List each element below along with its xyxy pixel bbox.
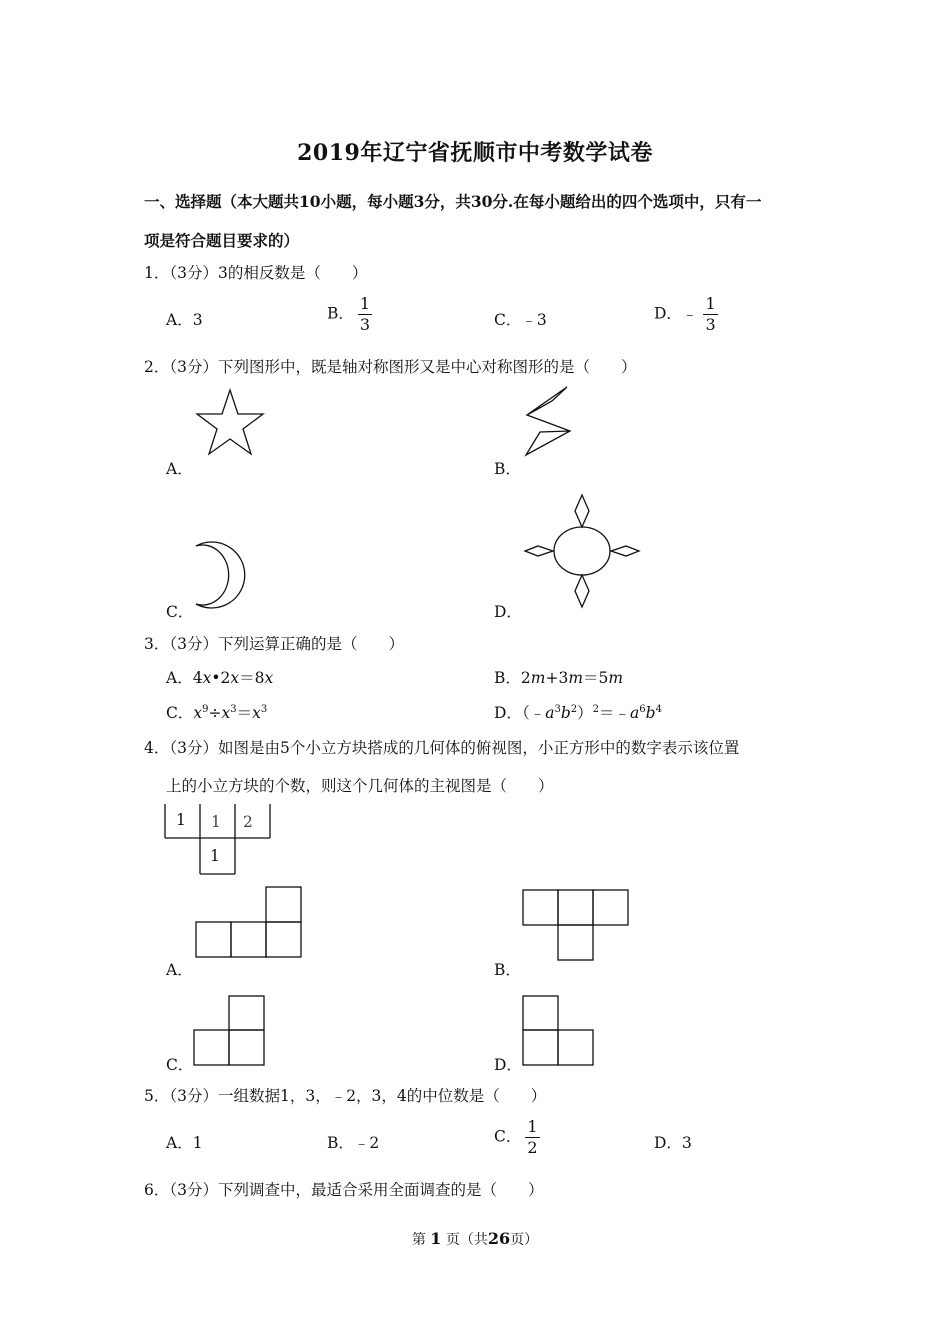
q3-b-part2: +3	[545, 669, 569, 687]
star-shape	[197, 390, 263, 454]
q5-option-c	[494, 1119, 540, 1156]
q5-option-b-value: ﹣2	[353, 1134, 380, 1152]
bottom-diamond	[575, 575, 589, 607]
q3-option-a-label: A．	[166, 669, 193, 687]
q1-option-b-denominator: 3	[359, 315, 371, 334]
q2-option-d-label: D．	[494, 603, 522, 621]
section-heading-line2: 项是符合题目要求的）	[144, 231, 300, 250]
q5-option-c-label: C．	[494, 1127, 522, 1146]
q4-grid-cell-4: 1	[210, 847, 220, 865]
q5-option-a	[166, 1131, 203, 1153]
q4-grid-cell-1: 1	[176, 811, 186, 829]
q3-a-var2: x	[230, 669, 240, 687]
q1-option-d-fraction	[703, 296, 717, 333]
q1-option-b-fraction	[358, 296, 372, 333]
q3-c-var2: x	[221, 704, 231, 722]
q1-option-b-label: B．	[327, 304, 354, 323]
q3-option-d-label: D．	[494, 704, 522, 722]
q2-ellipse-diamonds-figure	[522, 492, 642, 610]
q3-d-part1: （﹣	[521, 704, 546, 722]
q1-option-b	[327, 296, 372, 333]
q3-d-var-b1: b	[560, 704, 571, 722]
q2-crescent-figure	[190, 538, 260, 612]
q3-d-var-b2: b	[645, 704, 656, 722]
q1-option-b-numerator: 1	[359, 294, 371, 313]
q3-d-exp2: 2	[570, 703, 578, 715]
q3-c-var1: x	[193, 704, 203, 722]
q4-option-c-figure	[193, 995, 265, 1067]
q2-option-a-label: A．	[166, 460, 193, 478]
q5-option-c-numerator: 1	[527, 1117, 538, 1136]
q4-stem-line2: 上的小立方块的个数，则这个几何体的主视图是（ ）	[166, 777, 554, 795]
q3-c-part2: ＝	[236, 704, 253, 722]
q1-option-c-label: C．	[494, 311, 522, 329]
q3-option-d	[494, 701, 662, 723]
q3-c-exp2: 3	[230, 703, 237, 715]
q5-option-d-label: D．	[654, 1134, 682, 1152]
q1-option-c-value: ﹣3	[521, 311, 547, 329]
zigzag-shape	[526, 387, 570, 455]
q3-d-var-a2: a	[630, 704, 640, 722]
left-diamond	[525, 546, 553, 556]
q1-option-d-denominator: 3	[705, 315, 716, 334]
q5-option-d-value: 3	[681, 1134, 692, 1152]
q5-stem: 5．（3分）一组数据1，3，﹣2，3，4的中位数是（ ）	[144, 1087, 547, 1105]
q1-option-a-value: 3	[192, 311, 203, 329]
q1-stem: 1．（3分）3的相反数是（ ）	[144, 264, 368, 282]
q1-option-c	[494, 308, 547, 330]
q3-b-var1: m	[530, 669, 546, 687]
footer-prefix: 第	[411, 1232, 426, 1248]
q4-stem-line1: 4．（3分）如图是由5个小立方块搭成的几何体的俯视图，小正方形中的数字表示该位置	[144, 739, 740, 757]
q5-option-b-label: B．	[327, 1134, 354, 1152]
q3-b-part3: ＝5	[583, 669, 609, 687]
center-ellipse	[554, 527, 610, 575]
q3-c-exp3: 3	[260, 703, 268, 715]
q1-option-d-numerator: 1	[705, 294, 716, 313]
crescent-shape	[196, 542, 245, 608]
q3-c-exp1: 9	[202, 703, 209, 715]
q3-d-part3: ＝﹣	[599, 704, 631, 722]
q4-option-d-figure	[522, 995, 596, 1067]
q4-option-a-label: A．	[166, 961, 193, 979]
q3-option-b-label: B．	[494, 669, 521, 687]
q3-d-exp4: 6	[639, 703, 646, 715]
q3-d-exp5: 4	[655, 703, 662, 715]
q3-option-b	[494, 666, 623, 688]
q3-d-exp1: 3	[554, 703, 561, 715]
footer-middle: 页（共	[445, 1232, 488, 1248]
q3-a-var1: x	[202, 669, 212, 687]
q5-option-b	[327, 1131, 379, 1153]
q3-option-a	[166, 666, 273, 688]
q1-option-d-label: D．	[654, 304, 682, 323]
q2-zigzag-figure	[520, 385, 576, 457]
q3-a-part3: ＝8	[239, 669, 265, 687]
q3-c-var3: x	[252, 704, 261, 722]
q4-option-b-figure	[522, 889, 632, 963]
q4-option-b-label: B．	[494, 961, 521, 979]
q3-d-exp3: 2	[592, 703, 600, 715]
q3-d-var-a1: a	[545, 704, 555, 722]
top-diamond	[575, 495, 589, 527]
footer-suffix: 页）	[510, 1232, 539, 1248]
footer-total-pages: 26	[487, 1229, 511, 1248]
q3-d-part2: ）	[577, 704, 593, 722]
page-footer	[0, 1229, 950, 1249]
footer-page-number: 1	[430, 1229, 442, 1248]
q3-option-c	[166, 701, 267, 723]
q2-stem: 2．（3分）下列图形中，既是轴对称图形又是中心对称图形的是（ ）	[144, 358, 637, 376]
q3-c-part1: ÷	[208, 704, 222, 722]
q3-b-var3: m	[608, 669, 624, 687]
q1-option-d	[654, 296, 718, 333]
q3-a-var3: x	[264, 669, 274, 687]
q5-option-a-value: 1	[192, 1134, 203, 1152]
q6-stem: 6．（3分）下列调查中，最适合采用全面调查的是（ ）	[144, 1181, 544, 1199]
q1-option-a	[166, 308, 203, 330]
q4-grid-cell-2: 1	[211, 813, 221, 831]
q3-stem: 3．（3分）下列运算正确的是（ ）	[144, 635, 404, 653]
q1-option-a-label: A．	[166, 311, 193, 329]
q5-option-a-label: A．	[166, 1134, 193, 1152]
q3-option-c-label: C．	[166, 704, 194, 722]
page-title: 2019年辽宁省抚顺市中考数学试卷	[297, 140, 653, 166]
right-diamond	[611, 546, 639, 556]
q3-b-var2: m	[568, 669, 584, 687]
q3-a-part2: •2	[211, 669, 231, 687]
q5-option-c-fraction	[525, 1119, 539, 1156]
section-heading-line1: 一、选择题（本大题共10小题，每小题3分，共30分.在每小题给出的四个选项中，只有一	[144, 192, 762, 211]
q1-option-d-minus: ﹣	[681, 304, 698, 323]
q3-a-part1: 4	[192, 669, 203, 687]
q4-option-a-figure	[195, 886, 303, 958]
q5-option-c-denominator: 2	[527, 1138, 538, 1157]
q5-option-d	[654, 1131, 692, 1153]
q4-grid-cell-3: 2	[243, 813, 253, 831]
q4-option-c-label: C．	[166, 1056, 194, 1074]
q4-option-d-label: D．	[494, 1056, 522, 1074]
q2-star-figure	[195, 388, 265, 460]
q2-option-b-label: B．	[494, 460, 521, 478]
q2-option-c-label: C．	[166, 603, 194, 621]
q3-b-part1: 2	[520, 669, 531, 687]
